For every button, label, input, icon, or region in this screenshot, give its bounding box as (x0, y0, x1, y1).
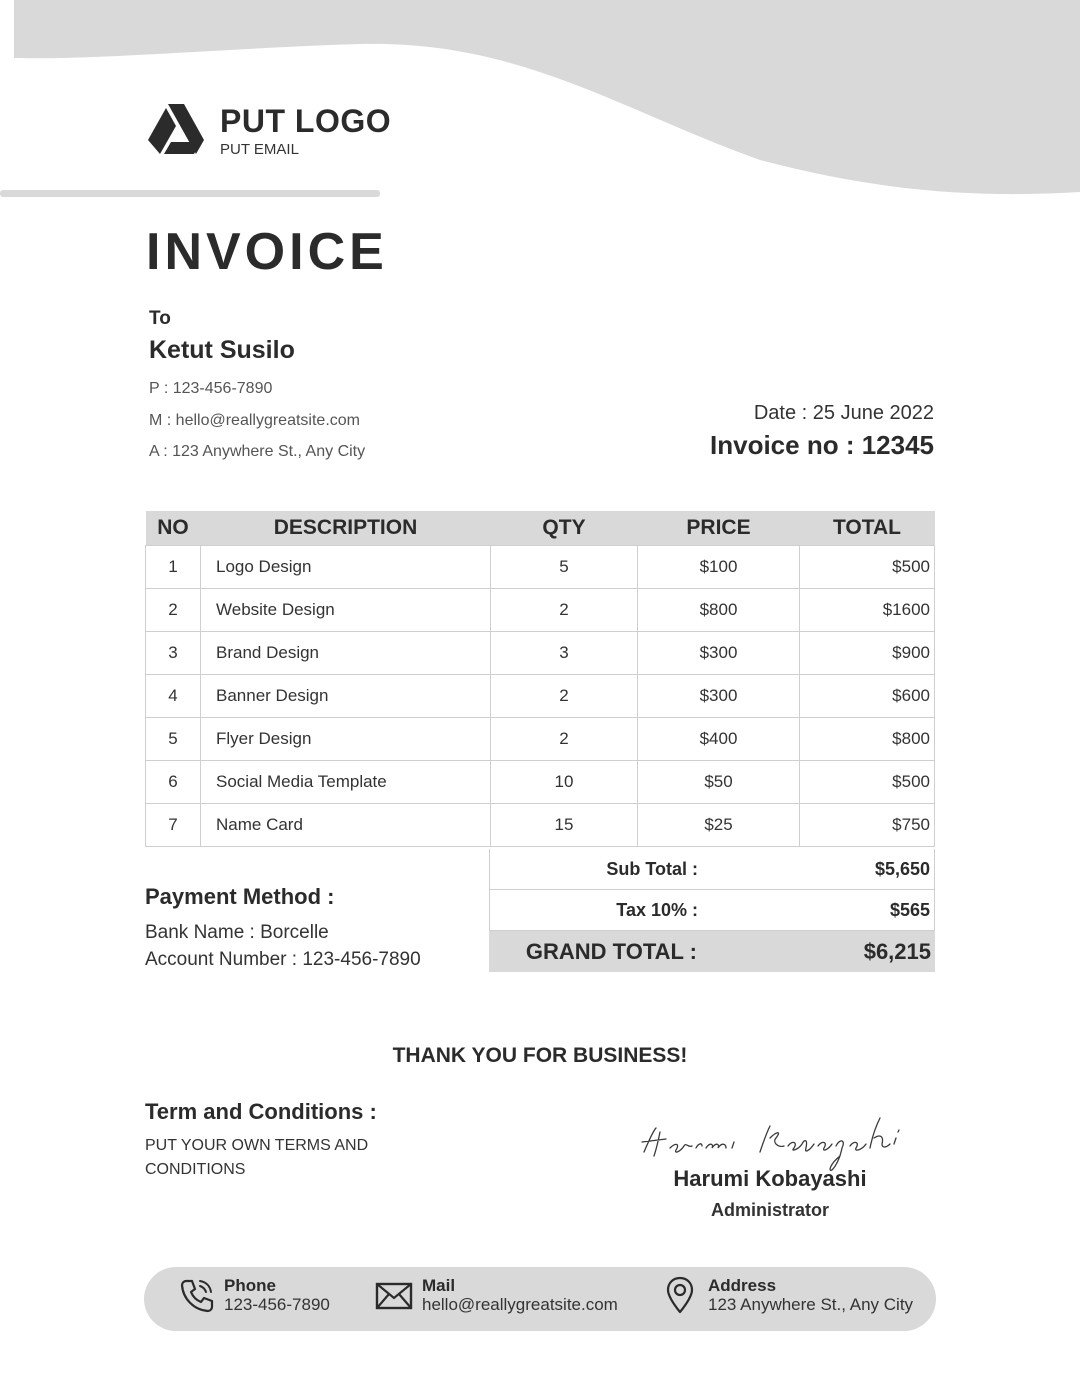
cell-total: $750 (800, 804, 935, 847)
cell-price: $400 (638, 718, 800, 761)
header-description: DESCRIPTION (201, 511, 491, 546)
header-no: NO (146, 511, 201, 546)
cell-no: 3 (146, 632, 201, 675)
cell-price: $300 (638, 675, 800, 718)
table-row (146, 718, 935, 761)
totals-block (489, 849, 935, 972)
to-label: To (149, 308, 171, 329)
table-row (146, 589, 935, 632)
cell-price: $100 (638, 546, 800, 589)
brand-name: PUT LOGO (220, 102, 392, 139)
phone-icon (176, 1275, 216, 1315)
cell-price: $25 (638, 804, 800, 847)
table-row (146, 632, 935, 675)
table-header-row (146, 511, 935, 546)
cell-qty: 2 (491, 589, 638, 632)
cell-total: $800 (800, 718, 935, 761)
phone-value: 123-456-7890 (224, 1295, 330, 1314)
mail-label: Mail (422, 1276, 456, 1295)
invoice-date: Date : 25 June 2022 (753, 402, 934, 424)
cell-description: Social Media Template (201, 761, 491, 804)
cell-price: $300 (638, 632, 800, 675)
cell-description: Flyer Design (201, 718, 491, 761)
header-qty: QTY (491, 511, 638, 546)
cell-qty: 15 (491, 804, 638, 847)
client-address: A : 123 Anywhere St., Any City (149, 443, 366, 460)
subtotal-row (489, 849, 935, 890)
grand-total-value: $6,215 (863, 938, 931, 964)
cell-description: Brand Design (201, 632, 491, 675)
cell-no: 7 (146, 804, 201, 847)
terms-title: Term and Conditions : (145, 1099, 377, 1124)
payment-method-title: Payment Method : (145, 884, 335, 909)
cell-no: 4 (146, 675, 201, 718)
brand-block (146, 100, 391, 160)
tax-value: $565 (889, 899, 930, 920)
cell-no: 5 (146, 718, 201, 761)
table-row (146, 675, 935, 718)
cell-qty: 2 (491, 675, 638, 718)
cell-total: $1600 (800, 589, 935, 632)
cell-qty: 10 (491, 761, 638, 804)
cell-total: $500 (800, 761, 935, 804)
cell-description: Logo Design (201, 546, 491, 589)
logo-triangle-icon (146, 100, 206, 160)
thank-you-message: THANK YOU FOR BUSINESS! (392, 1044, 688, 1067)
address-label: Address (708, 1276, 777, 1295)
table-row (146, 804, 935, 847)
cell-total: $900 (800, 632, 935, 675)
footer-mail (374, 1275, 618, 1315)
cell-no: 1 (146, 546, 201, 589)
footer-phone (176, 1275, 330, 1315)
cell-price: $800 (638, 589, 800, 632)
table-row (146, 546, 935, 589)
signatory-role: Administrator (710, 1200, 829, 1220)
address-value: 123 Anywhere St., Any City (708, 1295, 914, 1314)
footer-address (660, 1275, 913, 1315)
payment-bank: Bank Name : Borcelle (145, 922, 329, 943)
cell-total: $600 (800, 675, 935, 718)
subtotal-value: $5,650 (874, 858, 930, 879)
cell-description: Website Design (201, 589, 491, 632)
mail-value: hello@reallygreatsite.com (422, 1295, 618, 1314)
table-row (146, 761, 935, 804)
payment-account: Account Number : 123-456-7890 (145, 949, 421, 970)
header-total: TOTAL (800, 511, 935, 546)
items-table (145, 511, 935, 847)
client-name: Ketut Susilo (149, 336, 295, 364)
cell-qty: 2 (491, 718, 638, 761)
brand-email: PUT EMAIL (220, 140, 299, 158)
tax-label: Tax 10% : (616, 899, 698, 920)
page-title: INVOICE (146, 223, 388, 281)
header-price: PRICE (638, 511, 800, 546)
invoice-number: Invoice no : 12345 (710, 430, 934, 460)
phone-label: Phone (224, 1276, 276, 1295)
cell-qty: 5 (491, 546, 638, 589)
grand-total-label: GRAND TOTAL : (525, 938, 697, 964)
cell-description: Banner Design (201, 675, 491, 718)
tax-row (489, 890, 935, 931)
client-email: M : hello@reallygreatsite.com (149, 412, 360, 429)
cell-total: $500 (800, 546, 935, 589)
cell-qty: 3 (491, 632, 638, 675)
cell-description: Name Card (201, 804, 491, 847)
contact-footer (144, 1267, 936, 1331)
cell-no: 6 (146, 761, 201, 804)
signatory-name: Harumi Kobayashi (673, 1166, 867, 1191)
grand-total-row (489, 931, 935, 972)
cell-price: $50 (638, 761, 800, 804)
mail-icon (374, 1275, 414, 1315)
terms-text: PUT YOUR OWN TERMS AND CONDITIONS (145, 1137, 369, 1178)
cell-no: 2 (146, 589, 201, 632)
subtotal-label: Sub Total : (606, 858, 698, 879)
location-pin-icon (660, 1275, 700, 1315)
signature-image (636, 1108, 908, 1174)
client-phone: P : 123-456-7890 (149, 380, 273, 397)
